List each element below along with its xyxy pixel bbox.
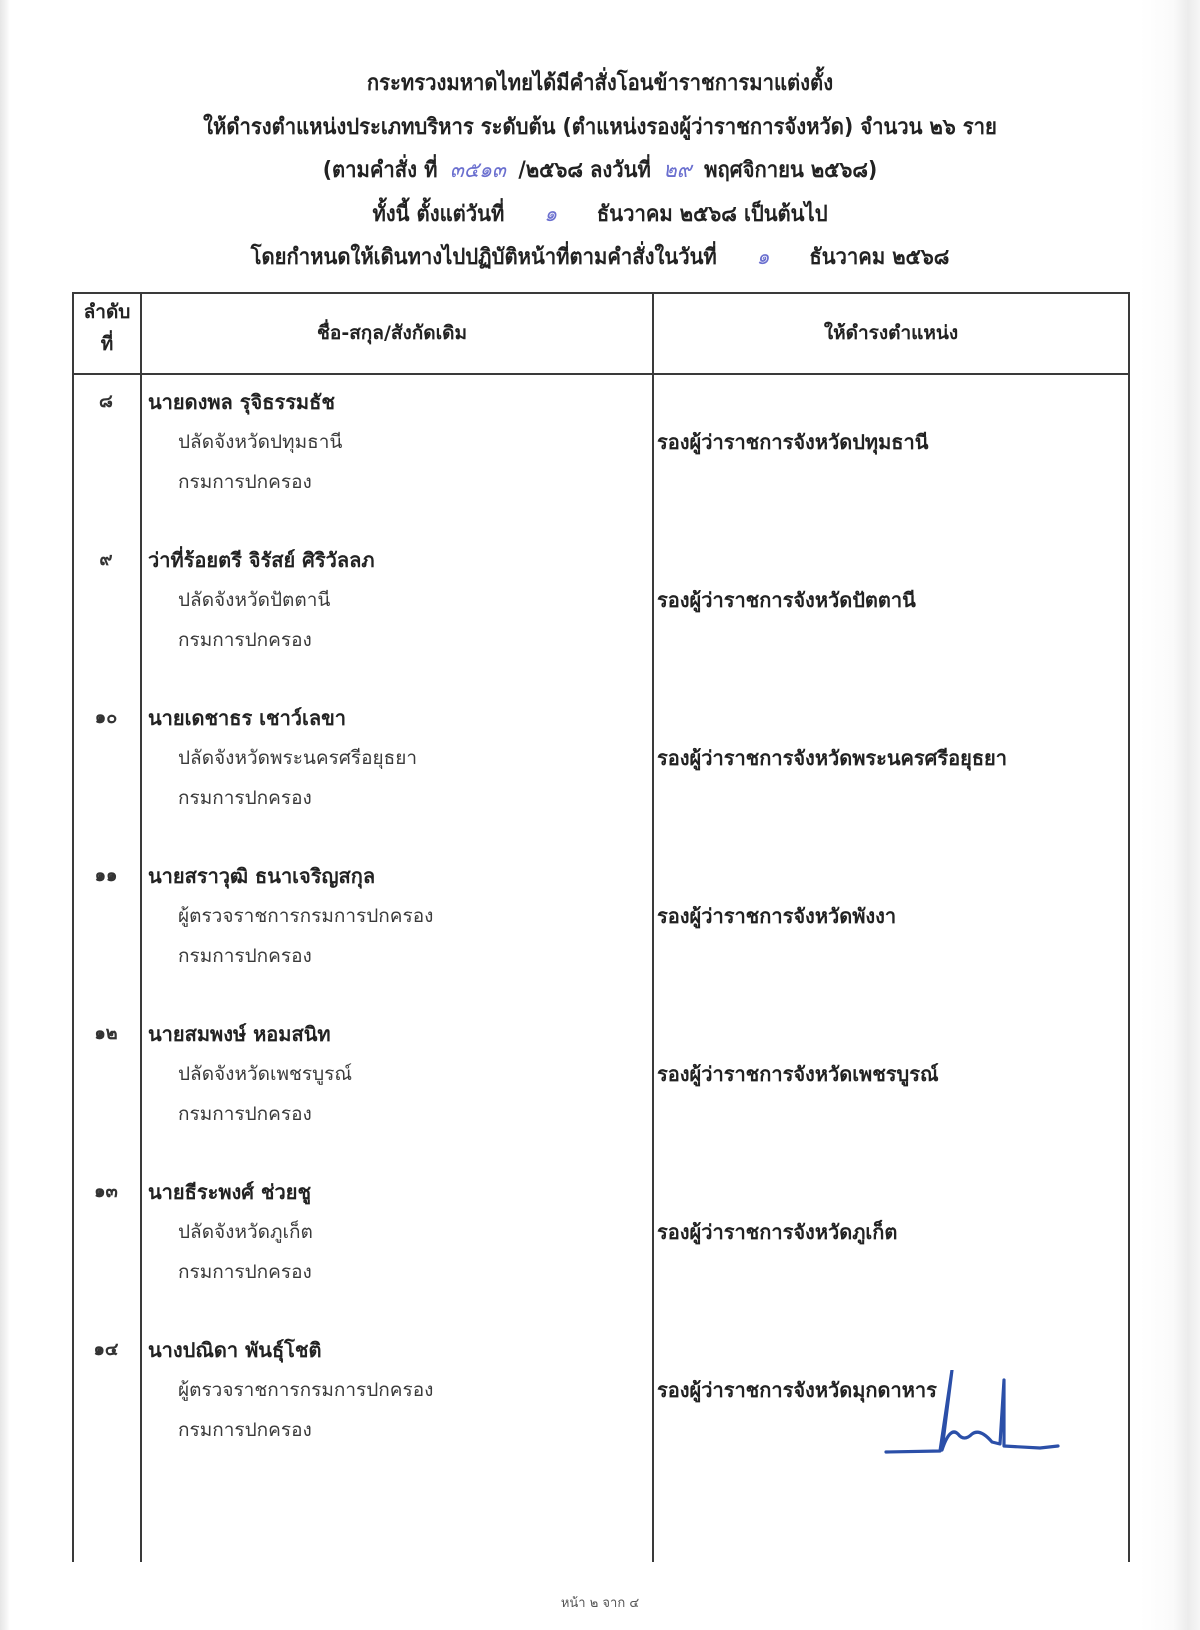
person-name: นายดงพล รุจิธรรมธัช — [148, 390, 335, 414]
order-number-handwritten: ๓๕๑๓ — [450, 158, 506, 183]
old-position: ผู้ตรวจราชการกรมการปกครอง — [178, 1379, 434, 1401]
department: กรมการปกครอง — [178, 1261, 312, 1283]
order-date-suffix: พฤศจิกายน ๒๕๖๘) — [704, 158, 878, 183]
table-row — [72, 698, 1130, 856]
header-effective-date — [48, 193, 1152, 237]
document-header — [0, 62, 1200, 280]
new-position: รองผู้ว่าราชการจังหวัดพระนครศรีอยุธยา — [657, 746, 1007, 770]
new-position: รองผู้ว่าราชการจังหวัดปัตตานี — [657, 588, 916, 612]
effective-day-handwritten: ๑ — [544, 201, 558, 227]
column-header-name: ชื่อ-สกุล/สังกัดเดิม — [317, 322, 467, 344]
department: กรมการปกครอง — [178, 787, 312, 809]
old-position: ปลัดจังหวัดเพชรบูรณ์ — [178, 1063, 352, 1085]
department: กรมการปกครอง — [178, 945, 312, 967]
department: กรมการปกครอง — [178, 1419, 312, 1441]
new-position: รองผู้ว่าราชการจังหวัดปทุมธานี — [657, 430, 929, 454]
new-position: รองผู้ว่าราชการจังหวัดพังงา — [657, 904, 897, 928]
table-row — [72, 540, 1130, 698]
old-position: ปลัดจังหวัดพระนครศรีอยุธยา — [178, 747, 418, 769]
table-row — [72, 382, 1130, 540]
person-name: นางปณิดา พันธุ์โชติ — [148, 1338, 322, 1362]
order-day-handwritten: ๒๙ — [663, 158, 692, 183]
person-name: ว่าที่ร้อยตรี จิรัสย์ ศิริวัลลภ — [148, 548, 375, 572]
old-position: ปลัดจังหวัดภูเก็ต — [178, 1221, 313, 1243]
person-name: นายสราวุฒิ ธนาเจริญสกุล — [148, 864, 376, 888]
old-position: ปลัดจังหวัดปัตตานี — [178, 589, 331, 611]
header-order-reference — [48, 149, 1152, 193]
table-row — [72, 1172, 1130, 1330]
order-prefix: (ตามคำสั่ง ที่ — [322, 158, 438, 183]
row-number: ๙ — [99, 549, 113, 570]
signature-icon — [880, 1370, 1060, 1470]
travel-suffix: ธันวาคม ๒๕๖๘ — [809, 245, 950, 270]
effective-suffix: ธันวาคม ๒๕๖๘ เป็นต้นไป — [596, 201, 828, 227]
header-travel-date — [48, 236, 1152, 280]
old-position: ปลัดจังหวัดปทุมธานี — [178, 431, 343, 453]
table-row — [72, 1014, 1130, 1172]
old-position: ผู้ตรวจราชการกรมการปกครอง — [178, 905, 434, 927]
effective-prefix: ทั้งนี้ ตั้งแต่วันที่ — [372, 201, 505, 227]
new-position: รองผู้ว่าราชการจังหวัดเพชรบูรณ์ — [657, 1062, 939, 1086]
person-name: นายเดชาธร เชาว์เลขา — [148, 706, 347, 730]
travel-day-handwritten: ๑ — [756, 245, 770, 270]
row-number: ๑๐ — [94, 707, 118, 728]
new-position: รองผู้ว่าราชการจังหวัดมุกดาหาร — [657, 1378, 937, 1402]
row-number: ๘ — [99, 391, 113, 412]
header-subtitle-line: ให้ดำรงตำแหน่งประเภทบริหาร ระดับต้น (ตำแหน่งรองผู้ว่าราชการจังหวัด) จำนวน ๒๖ ราย — [203, 114, 997, 140]
row-number: ๑๑ — [94, 865, 118, 886]
new-position: รองผู้ว่าราชการจังหวัดภูเก็ต — [657, 1220, 898, 1244]
person-name: นายสมพงษ์ หอมสนิท — [148, 1022, 331, 1046]
table-row — [72, 856, 1130, 1014]
column-header-position: ให้ดำรงตำแหน่ง — [823, 322, 959, 344]
page-number: หน้า ๒ จาก ๔ — [560, 1596, 640, 1611]
row-number: ๑๒ — [94, 1023, 118, 1044]
header-title-line: กระทรวงมหาดไทยได้มีคำสั่งโอนข้าราชการมาแต่งตั้ง — [366, 71, 834, 96]
row-number: ๑๔ — [93, 1339, 119, 1360]
department: กรมการปกครอง — [178, 471, 312, 493]
person-name: นายธีระพงศ์ ช่วยชู — [148, 1180, 312, 1204]
department: กรมการปกครอง — [178, 1103, 312, 1125]
department: กรมการปกครอง — [178, 629, 312, 651]
column-header-number: ลำดับ ที่ — [83, 301, 131, 355]
order-year: /๒๕๖๘ ลงวันที่ — [518, 158, 651, 183]
row-number: ๑๓ — [94, 1181, 118, 1202]
travel-prefix: โดยกำหนดให้เดินทางไปปฏิบัติหน้าที่ตามคำสั่งในวันที่ — [250, 245, 717, 270]
